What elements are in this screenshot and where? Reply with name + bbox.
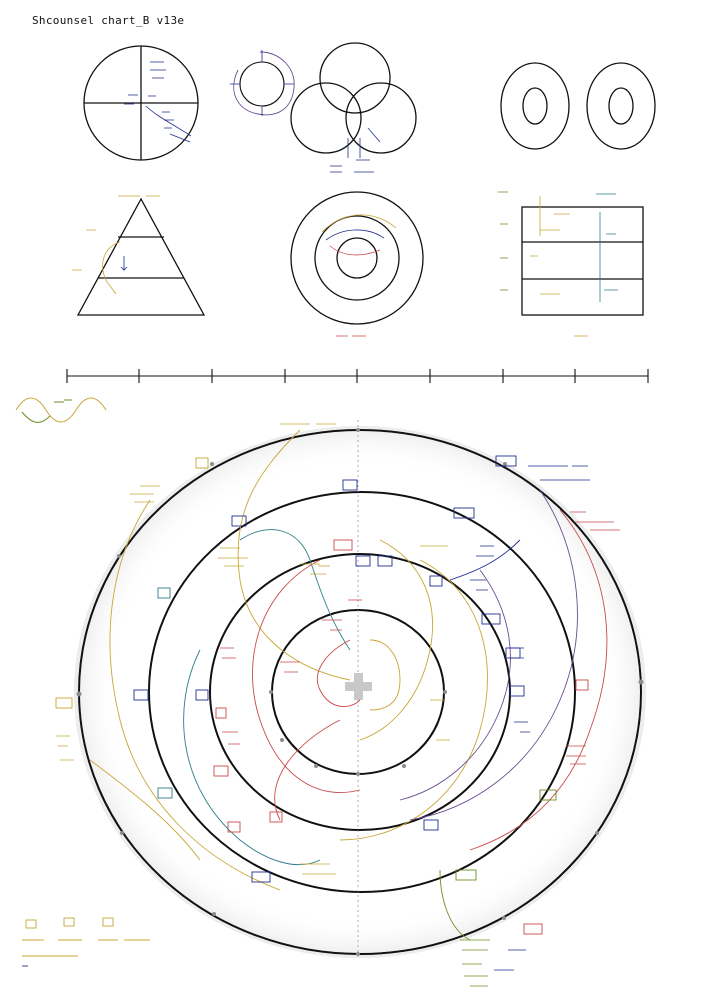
pyramid-diagram [78,199,204,315]
venn-annotations [330,128,380,172]
timeline [67,369,648,383]
quadrant-annotations [124,62,191,142]
sine-wave-icon [16,398,106,422]
cycle-diagram [230,50,294,116]
donut-pair [501,63,655,149]
page-title: Shcounsel chart_B v13e [32,14,185,27]
small-concentric-diagram [291,192,423,324]
legend-area [22,918,150,966]
venn-diagram [291,43,416,153]
quadrant-diagram [84,46,198,160]
